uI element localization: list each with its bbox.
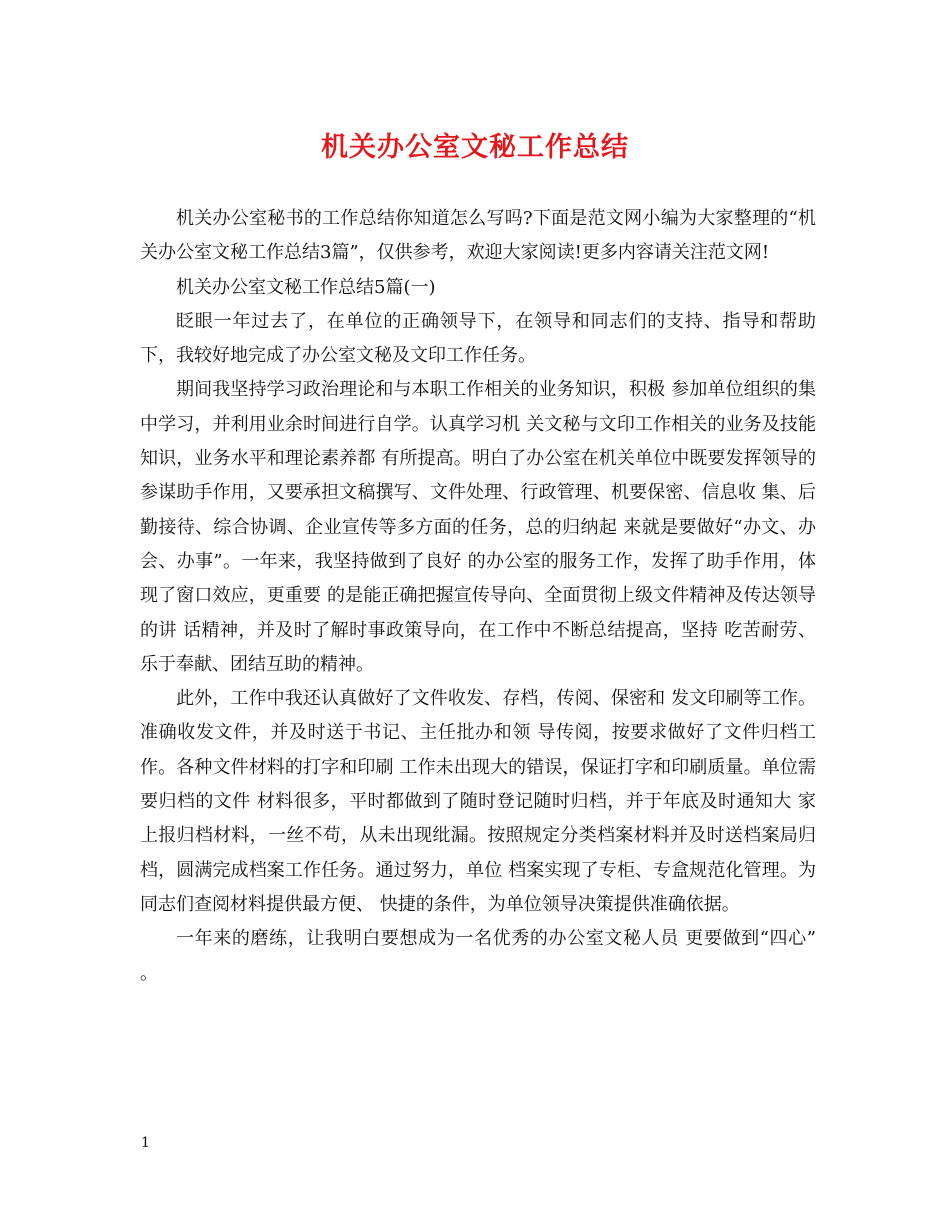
body-paragraph: 此外，工作中我还认真做好了文件收发、存档，传阅、保密和 发文印刷等工作。准确收发文件，并及时送于书记、主任批办和领 导传阅，按要求做好了文件归档工作。各种文件材料的打字和印刷 工作未出现大的错误，保证打字和印刷质量。单位需要归档的文件 材料很多，平时都做到了随时登记随时归档，并于年底及时通知大 家上报归档材料，一丝不苟，从未出现纰漏。按照规定分类档案材料并及时送档案局归档，圆满完成档案工作任务。通过努力，单位 档案实现了专柜、专盒规范化管理。为同志们查阅材料提供最方便、 快捷的条件，为单位领导决策提供准确依据。 [140, 688, 816, 915]
page-number: 1 [141, 1135, 150, 1151]
body-paragraph: 一年来的磨练，让我明白要想成为一名优秀的办公室文秘人员 更要做到“四心” 。 [140, 928, 816, 984]
document-body [140, 202, 816, 991]
document-title: 机关办公室文秘工作总结 [321, 132, 629, 163]
body-paragraph: 期间我坚持学习政治理论和与本职工作相关的业务知识，积极 参加单位组织的集中学习，并利用业余时间进行自学。认真学习机 关文秘与文印工作相关的业务及技能知识，业务水平和理论素养都 有所提高。明白了办公室在机关单位中既要发挥领导的参谋助手作用，又要承担文稿撰写、文件处理、行政管理、机要保密、信息收 集、后勤接待、综合协调、企业宣传等多方面的任务，总的归纳起 来就是要做好“办文、办会、办事”。一年来，我坚持做到了良好 的办公室的服务工作，发挥了助手作用，体现了窗口效应，更重要 的是能正确把握宣传导向、全面贯彻上级文件精神及传达领导的讲 话精神，并及时了解时事政策导向，在工作中不断总结提高，坚持 吃苦耐劳、乐于奉献、团结互助的精神。 [140, 379, 816, 675]
section-heading: 机关办公室文秘工作总结5篇(一) [176, 276, 436, 298]
body-paragraph: 眨眼一年过去了，在单位的正确领导下，在领导和同志们的支持、指导和帮助下，我较好地完成了办公室文秘及文印工作任务。 [140, 310, 816, 367]
intro-paragraph: 机关办公室秘书的工作总结你知道怎么写吗?下面是范文网小编为大家整理的“机关办公室文秘工作总结3篇”，仅供参考，欢迎大家阅读!更多内容请关注范文网! [140, 208, 816, 264]
